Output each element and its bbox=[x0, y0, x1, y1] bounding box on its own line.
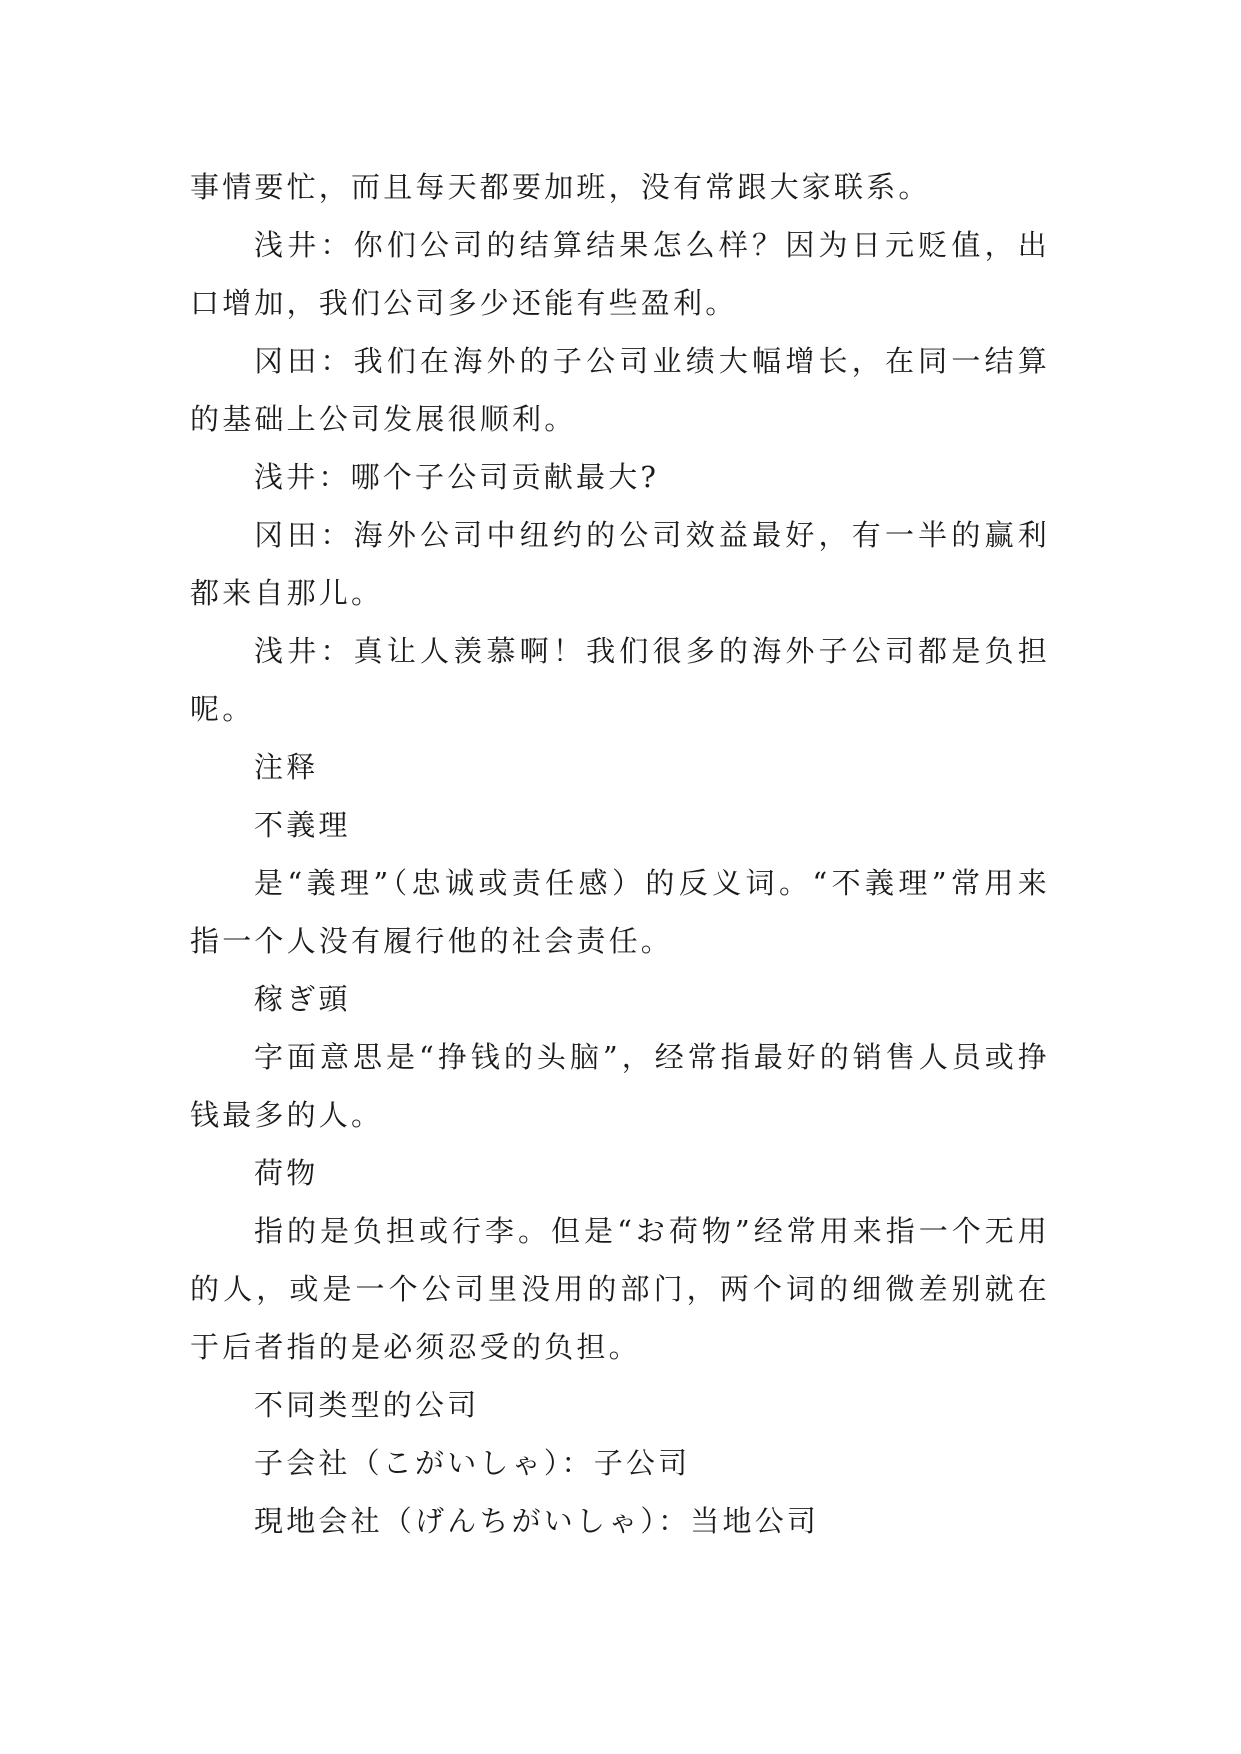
term-heading: 荷物 bbox=[254, 1156, 319, 1190]
term-heading: 不義理 bbox=[254, 808, 351, 842]
paragraph: 事情要忙，而且每天都要加班，没有常跟大家联系。 bbox=[190, 170, 931, 204]
paragraph: 冈田：我们在海外的子公司业绩大幅增长，在同一结算的基础上公司发展很顺利。 bbox=[190, 344, 1050, 436]
paragraph: 字面意思是“挣钱的头脑”，经常指最好的销售人员或挣钱最多的人。 bbox=[190, 1040, 1050, 1132]
paragraph: 是“義理”（忠诚或责任感）的反义词。“不義理”常用来指一个人没有履行他的社会责任。 bbox=[190, 866, 1050, 958]
document-body bbox=[190, 158, 1050, 1550]
section-heading: 不同类型的公司 bbox=[254, 1388, 480, 1422]
paragraph: 浅井：真让人羡慕啊！我们很多的海外子公司都是负担呢。 bbox=[190, 634, 1050, 726]
term-heading: 稼ぎ頭 bbox=[254, 982, 351, 1016]
paragraph: 浅井：你们公司的结算结果怎么样？因为日元贬值，出口增加，我们公司多少还能有些盈利。 bbox=[190, 228, 1050, 320]
paragraph: 冈田：海外公司中纽约的公司效益最好，有一半的赢利都来自那儿。 bbox=[190, 518, 1050, 610]
list-item: 現地会社（げんちがいしゃ）：当地公司 bbox=[254, 1504, 820, 1538]
list-item: 子会社（こがいしゃ）：子公司 bbox=[254, 1446, 691, 1480]
paragraph: 浅井：哪个子公司贡献最大? bbox=[254, 460, 660, 494]
paragraph: 指的是负担或行李。但是“お荷物”经常用来指一个无用的人，或是一个公司里没用的部门，两个词的细微差别就在于后者指的是必须忍受的负担。 bbox=[190, 1214, 1050, 1364]
section-heading: 注释 bbox=[254, 750, 319, 784]
